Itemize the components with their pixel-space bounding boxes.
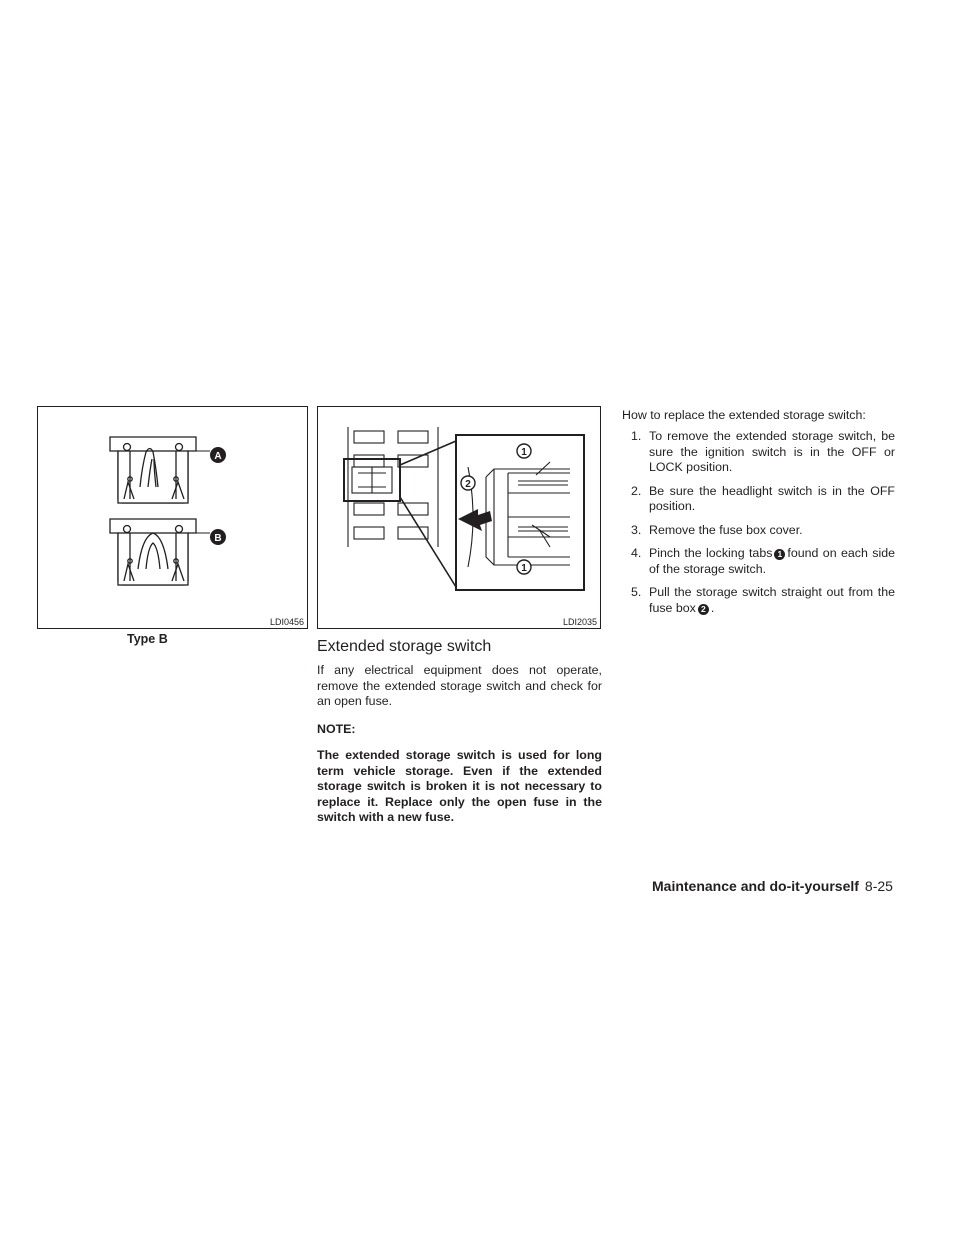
fuse-type-figure (37, 406, 308, 629)
label-b: B (214, 533, 222, 544)
page-footer (652, 878, 893, 894)
callout-2-marker: 2 (698, 604, 709, 615)
note-body: The extended storage switch is used for long term vehicle storage. Even if the extended storage switch is broken it is not necessary to replace it. Replace only the open fuse in the switch with a new fuse. (317, 748, 602, 824)
storage-switch-figure (317, 406, 601, 629)
procedure-steps (622, 429, 895, 624)
list-item: 4. Pinch the locking tabs 1 found on each side of the storage switch. (631, 546, 895, 576)
label-2: 2 (465, 479, 471, 490)
list-item: 2. Be sure the headlight switch is in the OFF position. (631, 483, 895, 513)
list-item: 5. Pull the storage switch straight out from the fuse box 2 . (631, 585, 895, 615)
section-heading: Extended storage switch (317, 638, 492, 655)
label-1-top: 1 (521, 447, 527, 458)
procedure-intro: How to replace the extended storage switch: (622, 408, 866, 422)
figure-caption: Type B (127, 632, 168, 646)
callout-1-marker: 1 (774, 549, 785, 560)
section-body: If any electrical equipment does not operate, remove the extended storage switch and check for an open fuse. (317, 663, 602, 708)
list-item: 3. Remove the fuse box cover. (631, 522, 803, 537)
label-a: A (214, 451, 222, 462)
list-item: 1. To remove the extended storage switch, be sure the ignition switch is in the OFF or LOCK position. (631, 429, 895, 474)
note-title: NOTE: (317, 722, 356, 736)
figure-code: LDI2035 (562, 617, 597, 627)
figure-code: LDI0456 (269, 617, 304, 627)
label-1-bottom: 1 (521, 563, 527, 574)
storage-switch-illustration (318, 407, 600, 628)
page-number: 8-25 (864, 878, 893, 894)
fuse-illustration (38, 407, 307, 628)
footer-section: Maintenance and do-it-yourself (652, 878, 859, 894)
